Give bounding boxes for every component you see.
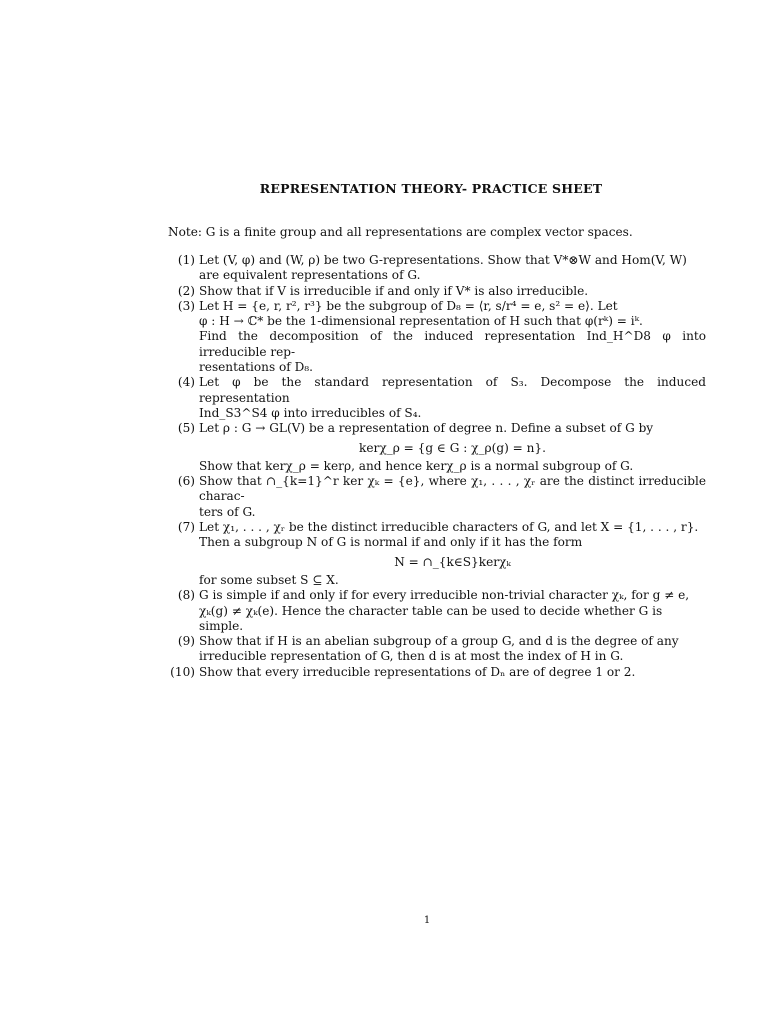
problem-number: (7) xyxy=(177,520,195,535)
problem-2 xyxy=(166,284,706,299)
problem-line: χₖ(g) ≠ χₖ(e). Hence the character table can be used to decide whether G is xyxy=(199,603,663,618)
problem-line: φ : H → ℂ* be the 1-dimensional representation of H such that φ(rᵏ) = iᵏ. xyxy=(199,314,643,329)
problem-line: Let φ be the standard representation of S₃. Decompose the induced representation xyxy=(199,375,706,405)
problem-list xyxy=(166,253,706,680)
problem-number: (4) xyxy=(177,375,195,390)
display-equation: kerχ_ρ = {g ∈ G : χ_ρ(g) = n}. xyxy=(359,440,546,455)
problem-line: Show that if V is irreducible if and only if V* is also irreducible. xyxy=(199,283,589,298)
problem-3 xyxy=(166,299,706,375)
problem-line: for some subset S ⊆ X. xyxy=(199,572,339,587)
problem-line: simple. xyxy=(199,618,244,633)
problem-line: Let H = {e, r, r², r³} be the subgroup of D₈ = ⟨r, s/r⁴ = e, s² = e⟩. Let xyxy=(199,298,618,313)
problem-number: (6) xyxy=(177,474,195,489)
note-text: Note: G is a finite group and all representations are complex vector spaces. xyxy=(168,225,633,239)
problem-line: Show that ∩_{k=1}^r ker χₖ = {e}, where χ₁, . . . , χᵣ are the distinct irreducible charac- xyxy=(199,474,706,504)
problem-number: (3) xyxy=(177,298,195,313)
problem-number: (10) xyxy=(170,664,195,679)
problem-line: are equivalent representations of G. xyxy=(199,268,421,283)
problem-10 xyxy=(166,665,706,680)
problem-line: Show that if H is an abelian subgroup of a group G, and d is the degree of any xyxy=(199,634,679,649)
problem-line: resentations of D₈. xyxy=(199,360,313,375)
problem-number: (8) xyxy=(177,588,195,603)
problem-line: Let χ₁, . . . , χᵣ be the distinct irreducible characters of G, and let X = {1, . . . , r}. xyxy=(199,520,699,535)
display-equation: N = ∩_{k∈S}kerχₖ xyxy=(394,554,511,569)
problem-line: Let (V, φ) and (W, ρ) be two G-representations. Show that V*⊗W and Hom(V, W) xyxy=(199,253,687,267)
problem-9 xyxy=(166,634,706,665)
problem-line: irreducible representation of G, then d is at most the index of H in G. xyxy=(199,649,624,664)
problem-7 xyxy=(166,520,706,588)
problem-line: Ind_S3^S4 φ into irreducibles of S₄. xyxy=(199,405,422,420)
problem-number: (2) xyxy=(177,283,195,298)
problem-5 xyxy=(166,421,706,474)
problem-line: Let ρ : G → GL(V) be a representation of degree n. Define a subset of G by xyxy=(199,421,654,436)
problem-1 xyxy=(166,253,706,284)
problem-number: (5) xyxy=(177,421,195,436)
problem-line: Show that every irreducible representations of Dₙ are of degree 1 or 2. xyxy=(199,664,636,679)
problem-line: Show that kerχ_ρ = kerρ, and hence kerχ_ρ is a normal subgroup of G. xyxy=(199,458,634,473)
problem-line: ters of G. xyxy=(199,504,256,519)
problem-6 xyxy=(166,474,706,520)
problem-number: (9) xyxy=(177,634,195,649)
problem-line: G is simple if and only if for every irreducible non-trivial character χₖ, for g ≠ e, xyxy=(199,588,690,603)
problem-line: Find the decomposition of the induced representation Ind_H^D8 φ into irreducible rep- xyxy=(199,329,706,359)
problem-4 xyxy=(166,375,706,421)
problem-number: (1) xyxy=(177,253,195,267)
problem-line: Then a subgroup N of G is normal if and only if it has the form xyxy=(199,535,583,550)
problem-8 xyxy=(166,588,706,634)
page-number: 1 xyxy=(423,915,431,926)
page-title: REPRESENTATION THEORY- PRACTICE SHEET xyxy=(259,181,603,196)
